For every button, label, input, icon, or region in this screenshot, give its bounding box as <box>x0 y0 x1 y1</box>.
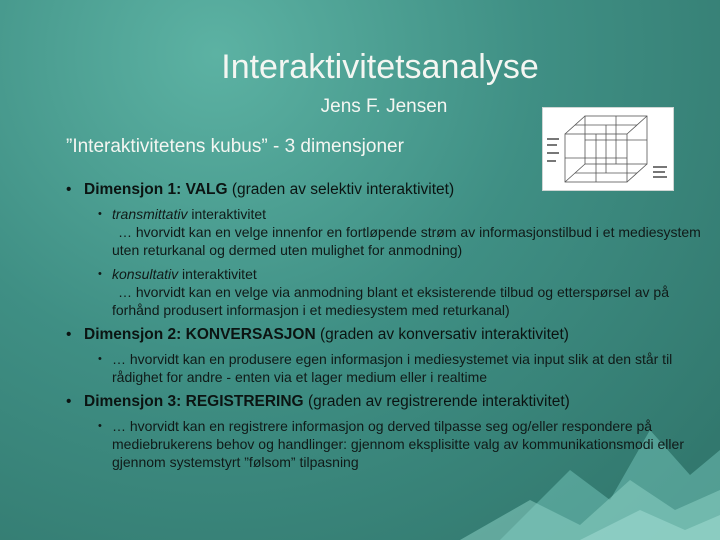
bullet-icon: • <box>66 181 72 198</box>
dimension-3-desc: (graden av registrerende interaktivitet) <box>307 393 570 410</box>
sub-lead: … hvorvidt kan en <box>112 418 225 434</box>
bullet-icon: • <box>66 393 72 410</box>
dimension-3-item <box>64 392 710 411</box>
bullet-icon: • <box>98 268 102 280</box>
sub-italic-term: transmittativ <box>112 206 188 222</box>
sub-term-rest: interaktivitet <box>191 206 267 222</box>
dimension-2-sub-1 <box>64 350 710 386</box>
dimension-1-sub-1 <box>64 205 710 259</box>
sub-italic-term: konsultativ <box>112 266 179 282</box>
sub-text: produsere egen informasjon i mediesystemet via input slik at den står til rådighet for andre - enten via et lager medium eller i realtime <box>112 351 673 385</box>
slide-author: Jens F. Jensen <box>320 96 448 117</box>
sub-lead: … hvorvidt kan en <box>118 224 231 240</box>
bullet-icon: • <box>98 420 102 432</box>
dimension-2-item <box>64 325 710 344</box>
dimension-1-label: Dimensjon 1: VALG <box>84 181 228 198</box>
content-list <box>64 174 710 471</box>
slide-title: Interaktivitetsanalyse <box>221 48 539 86</box>
bullet-icon: • <box>98 353 102 365</box>
sub-term-rest: interaktivitet <box>182 266 257 282</box>
sub-text: registrere informasjon og derved tilpasse seg og/eller respondere på mediebrukerens behov og handlinger: gjennom eksplisitte valg av kommunikationsmodi eller gjennom systemstyrt ”følsom” tilpasning <box>112 418 684 470</box>
sub-lead: … hvorvidt kan en <box>112 351 225 367</box>
dimension-1-desc: (graden av selektiv interaktivitet) <box>231 181 455 198</box>
sub-text: velge via anmodning blant et eksisterende tilbud og etterspørsel av på forhånd produsert informasjon i et mediesystem med returkanal) <box>112 284 669 318</box>
dimension-3-sub-1 <box>64 417 710 471</box>
dimension-1-sub-2 <box>64 265 710 319</box>
bullet-icon: • <box>66 326 72 343</box>
sub-lead: … hvorvidt kan en <box>118 284 231 300</box>
sub-text: velge innenfor en fortløpende strøm av informasjonstilbud i et mediesystem uten returkanal og dermed uten mulighet for anmodning) <box>112 224 701 258</box>
dimension-2-label: Dimensjon 2: KONVERSASJON <box>84 326 316 343</box>
slide-heading: ”Interaktivitetens kubus” - 3 dimensjoner <box>66 136 404 157</box>
dimension-3-label: Dimensjon 3: REGISTRERING <box>84 393 304 410</box>
bullet-icon: • <box>98 208 102 220</box>
dimension-2-desc: (graden av konversativ interaktivitet) <box>320 326 569 343</box>
dimension-1-item <box>64 180 710 199</box>
